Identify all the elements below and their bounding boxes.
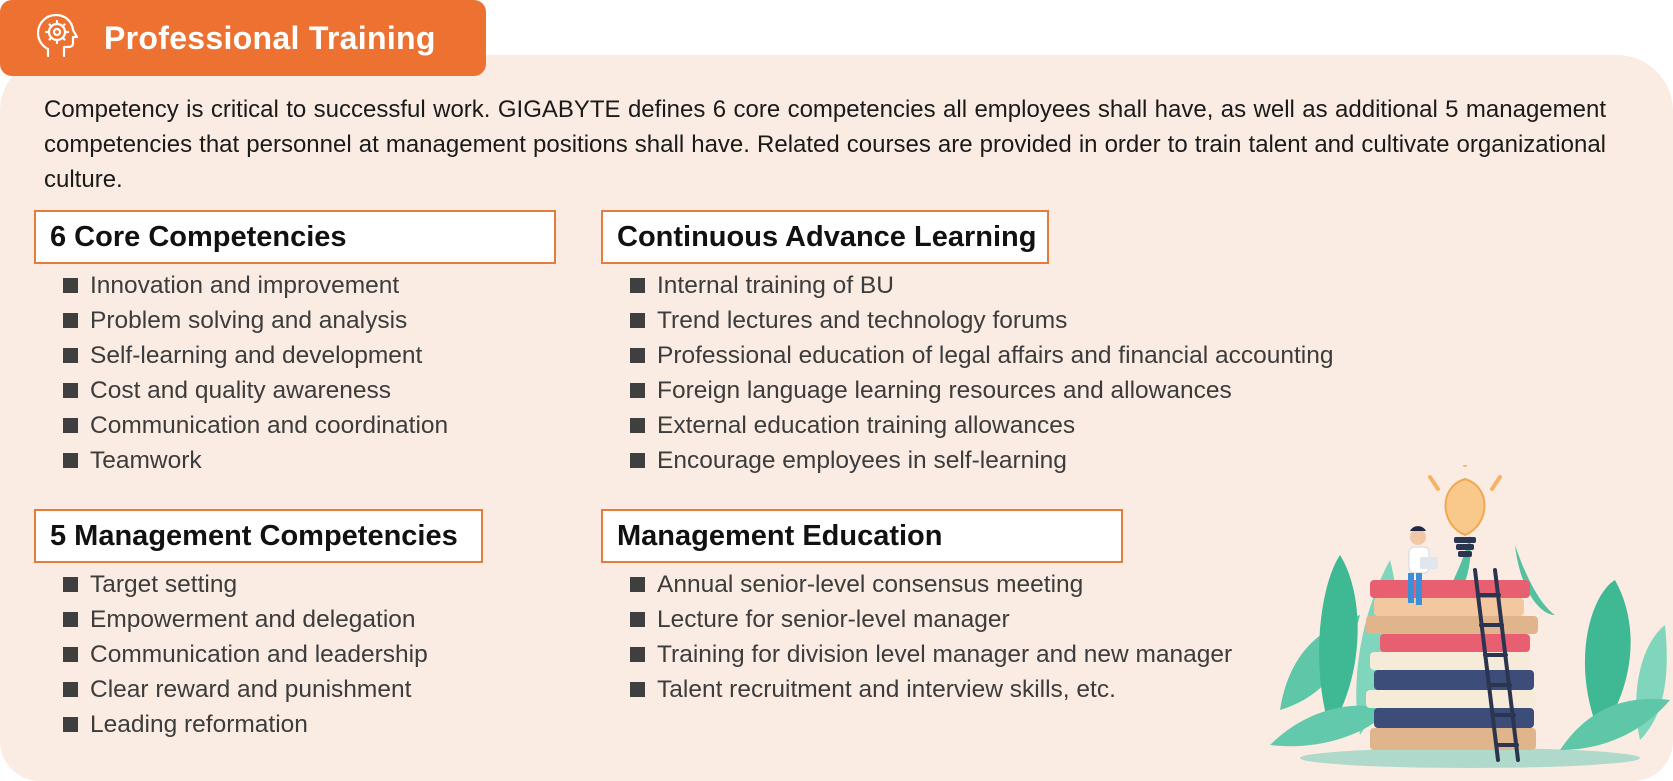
list-item-label: Cost and quality awareness: [90, 377, 391, 404]
list-item: [630, 602, 1232, 637]
list-item: [63, 567, 428, 602]
list-item: [630, 408, 1333, 443]
list-item-label: Target setting: [90, 571, 238, 598]
square-bullet-icon: [630, 348, 645, 363]
management-education-title: Management Education: [601, 509, 1123, 563]
square-bullet-icon: [63, 418, 78, 433]
core-competencies-list: [63, 268, 448, 478]
list-item: [630, 338, 1333, 373]
list-item: [630, 672, 1232, 707]
list-item-label: Encourage employees in self-learning: [657, 447, 1067, 474]
square-bullet-icon: [63, 717, 78, 732]
square-bullet-icon: [63, 612, 78, 627]
square-bullet-icon: [630, 383, 645, 398]
list-item-label: Empowerment and delegation: [90, 606, 416, 633]
list-item: [63, 602, 428, 637]
list-item: [630, 268, 1333, 303]
list-item-label: Foreign language learning resources and allowances: [657, 377, 1232, 404]
list-item-label: Internal training of BU: [657, 272, 894, 299]
list-item: [63, 443, 448, 478]
square-bullet-icon: [630, 453, 645, 468]
list-item-label: Trend lectures and technology forums: [657, 307, 1068, 334]
list-item-label: External education training allowances: [657, 412, 1076, 439]
list-item-label: Lecture for senior-level manager: [657, 606, 1010, 633]
square-bullet-icon: [630, 682, 645, 697]
square-bullet-icon: [63, 313, 78, 328]
square-bullet-icon: [63, 577, 78, 592]
list-item: [630, 443, 1333, 478]
square-bullet-icon: [630, 647, 645, 662]
square-bullet-icon: [63, 383, 78, 398]
list-item: [63, 408, 448, 443]
list-item-label: Teamwork: [90, 447, 202, 474]
list-item: [63, 373, 448, 408]
list-item: [63, 303, 448, 338]
header-tab: [0, 0, 486, 76]
list-item: [63, 637, 428, 672]
list-item: [63, 338, 448, 373]
square-bullet-icon: [63, 682, 78, 697]
list-item-label: Innovation and improvement: [90, 272, 400, 299]
continuous-learning-list: [630, 268, 1333, 478]
intro-paragraph: Competency is critical to successful work. GIGABYTE defines 6 core competencies all employees shall have, as well as additional 5 management competencies that personnel at management positions shall have. Related courses are provided in order to train talent and cultivate organizational culture.: [44, 96, 1606, 193]
management-competencies-title: 5 Management Competencies: [34, 509, 483, 563]
list-item: [630, 637, 1232, 672]
square-bullet-icon: [63, 647, 78, 662]
list-item: [630, 303, 1333, 338]
list-item-label: Communication and leadership: [90, 641, 428, 668]
square-bullet-icon: [630, 612, 645, 627]
square-bullet-icon: [63, 348, 78, 363]
list-item-label: Annual senior-level consensus meeting: [657, 571, 1084, 598]
list-item-label: Leading reformation: [90, 711, 308, 738]
brain-gear-icon: [26, 8, 86, 68]
list-item-label: Communication and coordination: [90, 412, 449, 439]
learning-illustration: [1270, 465, 1670, 775]
list-item: [630, 567, 1232, 602]
page-title: Professional Training: [104, 19, 436, 56]
list-item-label: Talent recruitment and interview skills, etc.: [657, 676, 1116, 703]
list-item: [63, 268, 448, 303]
list-item-label: Problem solving and analysis: [90, 307, 408, 334]
management-competencies-list: [63, 567, 428, 742]
square-bullet-icon: [630, 577, 645, 592]
list-item-label: Clear reward and punishment: [90, 676, 412, 703]
square-bullet-icon: [63, 453, 78, 468]
management-education-list: [630, 567, 1232, 707]
square-bullet-icon: [63, 278, 78, 293]
continuous-learning-title: Continuous Advance Learning: [601, 210, 1049, 264]
core-competencies-title: 6 Core Competencies: [34, 210, 556, 264]
list-item-label: Self-learning and development: [90, 342, 423, 369]
list-item: [63, 707, 428, 742]
list-item: [63, 672, 428, 707]
list-item-label: Professional education of legal affairs and financial accounting: [657, 342, 1334, 369]
square-bullet-icon: [630, 313, 645, 328]
square-bullet-icon: [630, 418, 645, 433]
list-item-label: Training for division level manager and new manager: [657, 641, 1233, 668]
list-item: [630, 373, 1333, 408]
square-bullet-icon: [630, 278, 645, 293]
